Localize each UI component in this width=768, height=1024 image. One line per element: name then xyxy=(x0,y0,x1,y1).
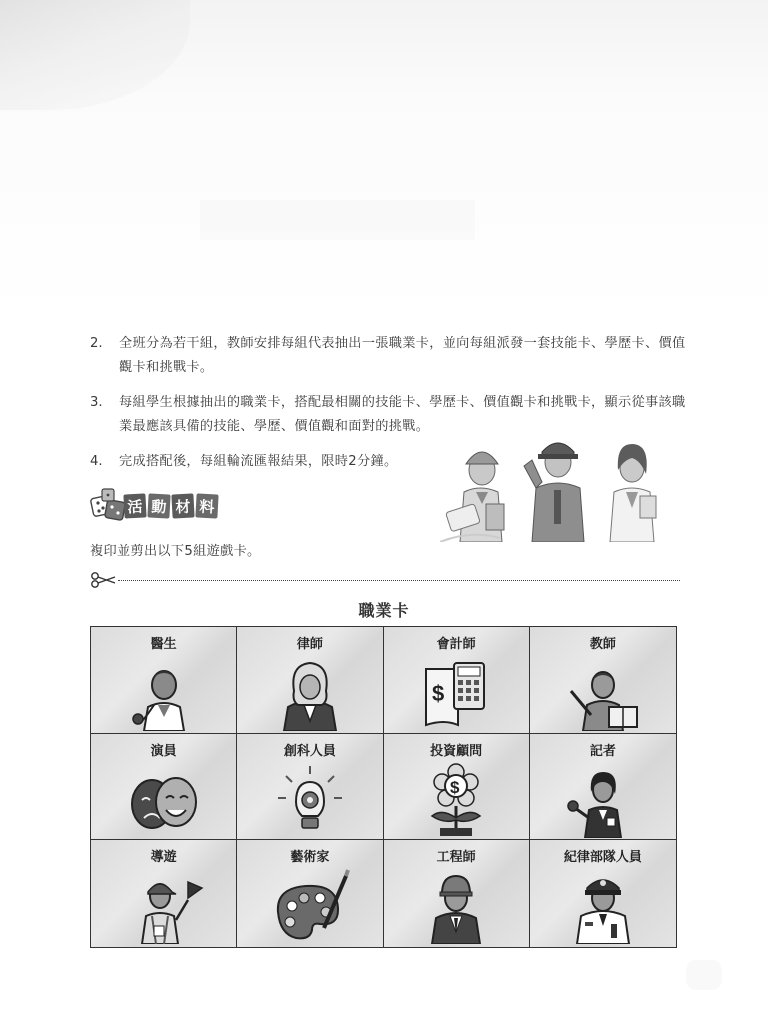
doctor-figure xyxy=(610,444,656,542)
lightbulb-gear-icon xyxy=(268,762,352,838)
job-card-label: 紀律部隊人員 xyxy=(563,850,642,866)
copy-instruction: 複印並剪出以下5組遊戲卡。 xyxy=(90,544,261,559)
job-card xyxy=(530,627,676,734)
engineer-figure xyxy=(446,452,504,542)
svg-text:$: $ xyxy=(450,777,460,797)
job-card xyxy=(384,734,530,841)
tour-guide-icon xyxy=(122,868,206,944)
job-card-label: 投資顧問 xyxy=(430,743,483,759)
section-title-char: 動 xyxy=(147,493,170,518)
step-number: 2. xyxy=(90,336,103,351)
job-cards-title: 職業卡 xyxy=(358,601,410,620)
police-figure xyxy=(524,443,584,542)
paint-palette-icon xyxy=(268,868,352,944)
job-card xyxy=(237,734,383,841)
theater-masks-icon xyxy=(122,762,206,838)
disciplined-services-icon xyxy=(561,868,645,944)
step-number: 3. xyxy=(90,395,103,410)
job-card-label: 藝術家 xyxy=(290,850,330,866)
dotted-cut-guide xyxy=(118,580,680,581)
teacher-icon xyxy=(561,655,645,731)
job-card-label: 會計師 xyxy=(436,637,476,652)
faint-print-strip xyxy=(200,200,475,240)
job-card-label: 醫生 xyxy=(150,637,177,652)
journalist-icon xyxy=(561,762,645,838)
job-card xyxy=(237,840,383,947)
job-card-label: 創科人員 xyxy=(283,743,336,759)
doctor-icon xyxy=(122,655,206,731)
engineer-icon xyxy=(414,868,498,944)
svg-text:$: $ xyxy=(432,681,445,706)
page-corner-mark xyxy=(686,960,722,990)
lawyer-icon xyxy=(268,655,352,731)
job-card xyxy=(91,627,237,734)
job-card xyxy=(91,840,237,947)
cut-line xyxy=(90,572,680,588)
section-title-char: 活 xyxy=(123,493,146,518)
job-card xyxy=(530,734,676,841)
job-card-label: 記者 xyxy=(589,743,616,759)
step-text: 完成搭配後，每組輪流匯報結果，限時2分鐘。 xyxy=(119,454,398,469)
section-title xyxy=(124,494,220,518)
section-title-char: 材 xyxy=(171,493,194,518)
job-card-grid xyxy=(90,626,677,948)
activity-materials-heading xyxy=(90,486,220,526)
dice-icon xyxy=(90,487,128,525)
step-item xyxy=(90,332,690,380)
money-flower-icon xyxy=(414,762,498,838)
job-card xyxy=(384,840,530,947)
section-title-char: 料 xyxy=(195,493,218,518)
job-card-label: 演員 xyxy=(150,743,177,759)
job-card-label: 教師 xyxy=(589,637,616,652)
step-text: 全班分為若干組，教師安排每組代表抽出一張職業卡，並向每組派發一套技能卡、學歷卡、價值觀卡和挑戰卡。 xyxy=(119,336,686,375)
job-card xyxy=(384,627,530,734)
job-card-label: 工程師 xyxy=(436,850,476,866)
job-card-label: 導遊 xyxy=(150,850,177,866)
job-card xyxy=(530,840,676,947)
job-card xyxy=(91,734,237,841)
job-card-label: 律師 xyxy=(296,637,323,652)
scissors-icon xyxy=(90,572,116,588)
step-text: 每組學生根據抽出的職業卡，搭配最相關的技能卡、學歷卡、價值觀卡和挑戰卡，顯示從事該職業最應該具備的技能、學歷、價值觀和面對的挑戰。 xyxy=(119,395,686,434)
step-number: 4. xyxy=(90,454,103,469)
accountant-icon xyxy=(414,655,498,731)
professionals-illustration xyxy=(440,430,668,542)
job-card xyxy=(237,627,383,734)
